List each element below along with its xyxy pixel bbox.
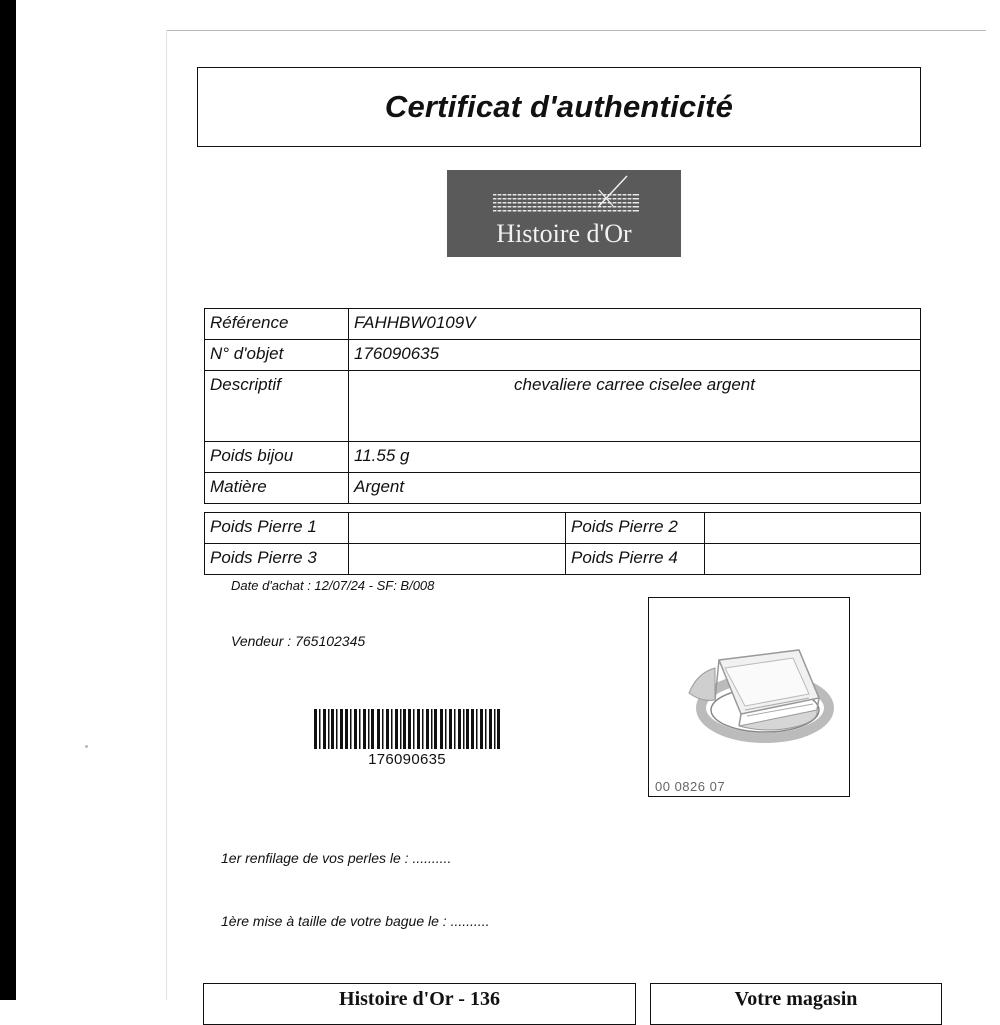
pearl-restringing-line: 1er renfilage de vos perles le : ..........	[221, 850, 452, 866]
ring-resizing-line: 1ère mise à taille de votre bague le : ..........	[221, 913, 490, 929]
reference-label: Référence	[205, 309, 349, 340]
table-row	[205, 473, 921, 504]
stone-3-label: Poids Pierre 3	[205, 544, 349, 575]
table-row	[205, 340, 921, 371]
photo-reference-code: 00 0826 07	[655, 779, 726, 794]
brand-logo	[447, 170, 681, 257]
store-name: Histoire d'Or - 136	[339, 988, 500, 1010]
vendor-id: Vendeur : 765102345	[231, 633, 366, 649]
stone-4-label: Poids Pierre 4	[566, 544, 705, 575]
store-box	[203, 983, 636, 1025]
page-top-edge	[166, 30, 986, 31]
table-row	[205, 513, 921, 544]
your-store-label: Votre magasin	[734, 988, 858, 1010]
stone-1-value	[349, 513, 566, 544]
reference-value: FAHHBW0109V	[349, 309, 921, 340]
material-value: Argent	[349, 473, 921, 504]
title-box	[197, 67, 921, 147]
object-number-value: 176090635	[349, 340, 921, 371]
stone-4-value	[705, 544, 921, 575]
material-label: Matière	[205, 473, 349, 504]
product-info-table	[204, 308, 921, 504]
object-number-label: N° d'objet	[205, 340, 349, 371]
barcode	[312, 709, 502, 768]
stone-weight-table	[204, 512, 921, 575]
product-photo	[648, 597, 850, 797]
table-row	[205, 309, 921, 340]
page-left-edge	[166, 30, 167, 1000]
your-store-box	[650, 983, 942, 1025]
table-row	[205, 371, 921, 442]
barcode-bars	[312, 709, 502, 749]
stone-2-label: Poids Pierre 2	[566, 513, 705, 544]
ring-image	[649, 598, 849, 796]
scan-speck	[85, 745, 88, 748]
certificate-title: Certificat d'authenticité	[384, 89, 734, 124]
stone-2-value	[705, 513, 921, 544]
weight-label: Poids bijou	[205, 442, 349, 473]
table-row	[205, 544, 921, 575]
stone-1-label: Poids Pierre 1	[205, 513, 349, 544]
scan-left-border	[0, 0, 16, 1000]
barcode-number: 176090635	[368, 751, 446, 768]
description-label: Descriptif	[205, 371, 349, 442]
weight-value: 11.55 g	[349, 442, 921, 473]
logo-text: Histoire d'Or	[496, 219, 632, 248]
stone-3-value	[349, 544, 566, 575]
table-row	[205, 442, 921, 473]
description-value: chevaliere carree ciselee argent	[349, 371, 921, 442]
purchase-date: Date d'achat : 12/07/24 - SF: B/008	[231, 578, 435, 593]
